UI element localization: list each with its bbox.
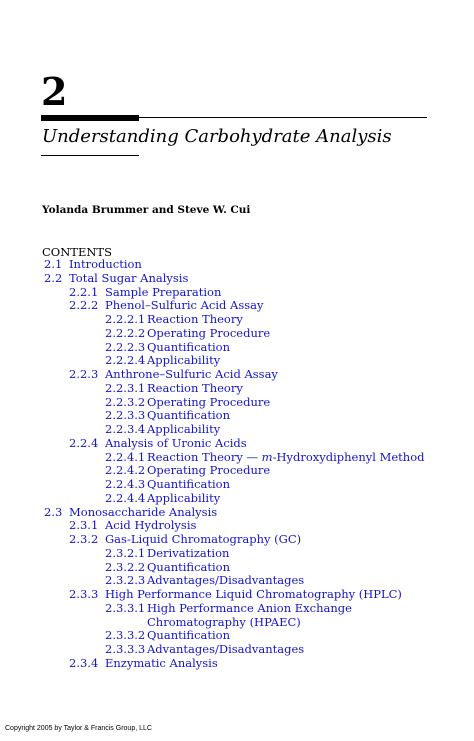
- toc-entry-title: Reaction Theory: [147, 380, 243, 395]
- toc-entry-number: 2.3.3.1: [105, 600, 146, 615]
- toc-entry[interactable]: [0, 602, 474, 616]
- toc-entry-number: 2.3.2.1: [105, 545, 146, 560]
- toc-entry-number: 2.2: [44, 270, 63, 285]
- toc-entry-title: Introduction: [69, 257, 142, 271]
- toc-entry[interactable]: [0, 272, 474, 286]
- toc-entry[interactable]: [0, 588, 474, 602]
- toc-entry[interactable]: [0, 382, 474, 396]
- toc-entry-number: 2.2.4.1: [105, 449, 146, 464]
- toc-entry-number: 2.2.2: [69, 298, 99, 313]
- toc-entry-title: Monosaccharide Analysis: [69, 504, 218, 519]
- toc-entry-title: Quantification: [147, 408, 230, 423]
- toc-entry-title: Applicability: [147, 422, 221, 436]
- toc-entry-title: High Performance Anion Exchange: [147, 600, 352, 615]
- toc-entry-number: 2.3.3: [69, 587, 99, 601]
- toc-entry-number: 2.2.3.3: [105, 408, 146, 423]
- toc-entry-title: Advantages/Disadvantages: [147, 573, 305, 588]
- toc-entry-title: Phenol–Sulfuric Acid Assay: [105, 298, 264, 313]
- toc-entry[interactable]: [0, 478, 474, 492]
- toc-entry-number: 2.3.1: [69, 518, 99, 533]
- toc-entry-title: Derivatization: [147, 545, 230, 560]
- toc-entry[interactable]: [0, 574, 474, 588]
- toc-entry[interactable]: [0, 409, 474, 423]
- toc-entry-title: Quantification: [147, 628, 230, 643]
- toc-entry-title: High Performance Liquid Chromatography (HPLC): [105, 587, 402, 601]
- toc-entry-title: Chromatography (HPAEC): [147, 614, 301, 629]
- toc-entry[interactable]: [0, 313, 474, 327]
- toc-entry[interactable]: [0, 616, 474, 630]
- toc-entry-number: 2.2.4.3: [105, 477, 146, 491]
- toc-entry[interactable]: [0, 547, 474, 561]
- toc-entry[interactable]: [0, 657, 474, 671]
- toc-entry-number: 2.3.2.3: [105, 573, 146, 588]
- toc-entry-number: 2.3: [44, 504, 63, 519]
- toc-entry[interactable]: [0, 286, 474, 300]
- toc-entry-number: 2.3.3.2: [105, 628, 146, 643]
- toc-entry-number: 2.2.4.4: [105, 490, 146, 505]
- toc-entry-number: 2.2.3: [69, 367, 99, 381]
- toc-entry[interactable]: [0, 396, 474, 410]
- toc-entry-title: Applicability: [147, 353, 221, 368]
- toc-entry-title: Quantification: [147, 339, 230, 354]
- toc-entry-number: 2.2.2.2: [105, 325, 146, 340]
- toc-entry-title: Analysis of Uronic Acids: [105, 435, 247, 450]
- toc-entry[interactable]: [0, 423, 474, 437]
- chapter-authors: Yolanda Brummer and Steve W. Cui: [42, 204, 251, 216]
- contents-heading: CONTENTS: [42, 245, 112, 259]
- toc-entry-number: 2.2.2.4: [105, 353, 146, 368]
- toc-entry-number: 2.2.3.2: [105, 394, 146, 409]
- toc-entry[interactable]: [0, 629, 474, 643]
- toc-entry[interactable]: [0, 437, 474, 451]
- table-of-contents: [0, 258, 474, 671]
- toc-entry[interactable]: [0, 492, 474, 506]
- toc-entry-number: 2.2.3.4: [105, 422, 146, 436]
- title-underline: [41, 155, 139, 156]
- toc-entry[interactable]: [0, 533, 474, 547]
- toc-entry[interactable]: [0, 368, 474, 382]
- toc-entry-title: Quantification: [147, 477, 230, 491]
- toc-entry-title: Acid Hydrolysis: [105, 518, 197, 533]
- toc-entry-title: Applicability: [147, 490, 221, 505]
- toc-entry-title: Operating Procedure: [147, 463, 271, 478]
- toc-entry-number: 2.3.2: [69, 532, 99, 546]
- toc-entry-number: 2.2.2.3: [105, 339, 146, 354]
- toc-entry-number: 2.3.3.3: [105, 642, 146, 656]
- toc-entry-title: Operating Procedure: [147, 325, 271, 340]
- copyright-notice: Copyright 2005 by Taylor & Francis Group, LLC: [5, 725, 152, 732]
- toc-entry-title: Operating Procedure: [147, 394, 271, 409]
- toc-entry-number: 2.2.1: [69, 284, 99, 299]
- toc-entry-title: Anthrone–Sulfuric Acid Assay: [105, 367, 278, 381]
- toc-entry-number: 2.2.4: [69, 435, 99, 450]
- toc-entry[interactable]: [0, 519, 474, 533]
- toc-entry[interactable]: [0, 643, 474, 657]
- toc-entry-title: Sample Preparation: [105, 284, 222, 299]
- toc-entry[interactable]: [0, 299, 474, 313]
- toc-entry-title: Total Sugar Analysis: [69, 270, 189, 285]
- toc-entry-title: Gas-Liquid Chromatography (GC): [105, 532, 302, 546]
- toc-entry[interactable]: [0, 451, 474, 465]
- toc-entry[interactable]: [0, 341, 474, 355]
- chapter-number: 2: [41, 69, 68, 114]
- toc-entry-title: Quantification: [147, 559, 230, 574]
- toc-entry-title: Reaction Theory — m-Hydroxydiphenyl Method: [147, 449, 425, 464]
- toc-entry-number: 2.3.2.2: [105, 559, 146, 574]
- toc-entry[interactable]: [0, 354, 474, 368]
- chapter-rule-thin: [139, 117, 427, 118]
- toc-entry-number: 2.1: [44, 257, 63, 271]
- toc-entry-title: Enzymatic Analysis: [105, 655, 218, 670]
- toc-entry-number: 2.2.4.2: [105, 463, 146, 478]
- toc-entry-number: 2.2.2.1: [105, 312, 146, 326]
- toc-entry[interactable]: [0, 561, 474, 575]
- toc-entry[interactable]: [0, 506, 474, 520]
- toc-entry-number: 2.2.3.1: [105, 380, 146, 395]
- toc-entry-title: Reaction Theory: [147, 312, 243, 326]
- chapter-title: Understanding Carbohydrate Analysis: [42, 126, 392, 147]
- toc-entry[interactable]: [0, 327, 474, 341]
- toc-entry[interactable]: [0, 258, 474, 272]
- toc-entry-title: Advantages/Disadvantages: [147, 642, 305, 656]
- toc-entry[interactable]: [0, 464, 474, 478]
- chapter-rule-thick: [41, 115, 139, 121]
- toc-entry-number: 2.3.4: [69, 655, 99, 670]
